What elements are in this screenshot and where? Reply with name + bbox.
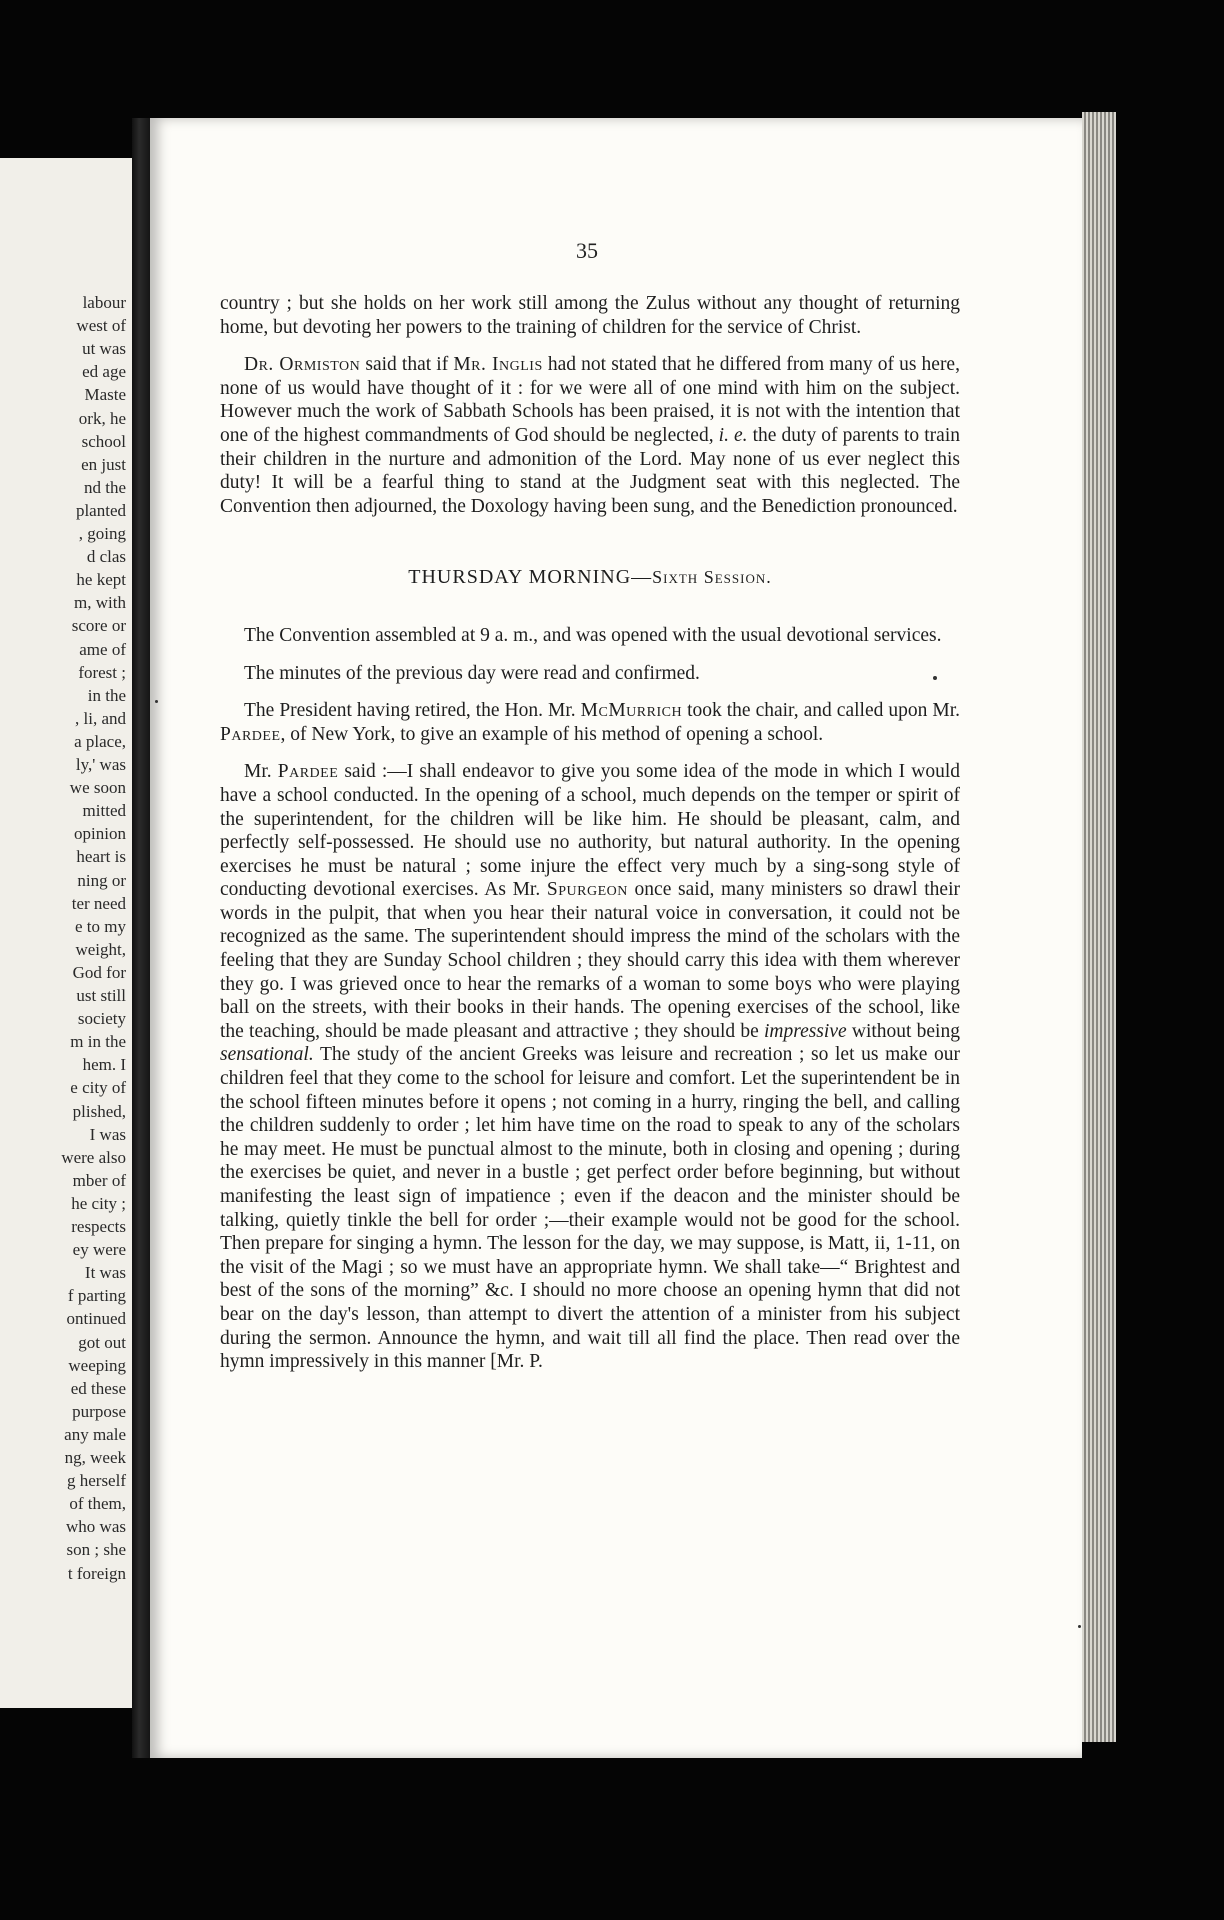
facing-page-line: e city of [70,1078,126,1098]
facing-page-line: opinion [74,824,126,844]
facing-page-line: son ; she [66,1540,126,1560]
facing-page-line: he city ; [71,1193,126,1213]
facing-page-line: score or [71,616,126,636]
text-span: said that if [360,354,454,376]
italic-word: sensational. [220,1044,314,1066]
facing-page-line: a place, [74,731,126,751]
facing-page-line: ork, he [78,408,126,428]
paragraph-assembled: The Convention assembled at 9 a. m., and was opened with the usual devotional services. [244,624,942,646]
facing-page-line: g herself [66,1471,126,1491]
facing-page-line: weeping [68,1355,126,1375]
text-span: The study of the ancient Greeks was leisure and recreation ; so let us make our children feel that they come to the school for leisure and comfort. Let the superintendent be in the school fifteen minutes before it opens ; not coming in a hurry, ringing the bell, and calling the children suddenly to order ; let him have time on the road to speak to any of the scholars he may meet. He must be punctual almost to the minute, both in closing and opening ; during the exercises be quiet, and never in a bustle ; get perfect order before beginning, but without manifesting the least sign of impatience ; even if the deacon and the minister should be talking, quietly tinkle the bell for order ;—their example would not be good for the school. Then prepare for singing a hymn. The lesson for the day, we may suppose, is Matt, ii, 1-11, on the visit of the Magi ; so we must have an appropriate hymn. We shall take—“ Brightest and best of the sons of the morning” &c. I should no more choose an opening hymn that did not bear on the day's lesson, than attempt to divert the attention of a minister from his subject during the sermon. Announce the hymn, and wait till all find the place. Then read over the hymn impressively in this manner [Mr. P. [220,1044,960,1373]
facing-page-line: ust still [76,986,126,1005]
person-name: Spurgeon [546,879,628,901]
facing-page-line: purpose [72,1401,126,1421]
paragraph-mcmurrich [220,699,960,746]
paragraph-ormiston [220,353,960,518]
facing-page-line: t foreign [67,1563,126,1583]
facing-page-line: Maste [84,385,126,405]
facing-page-line: nd the [83,477,126,497]
facing-page-line: e to my [75,916,126,936]
facing-page-line: plished, [72,1101,126,1121]
paragraph-pardee [220,760,960,1373]
italic-word: impressive [763,1020,847,1042]
facing-page-line: God for [72,962,126,982]
referenced-name: Mr. Inglis [453,354,543,376]
page-number: 35 [576,238,598,263]
page-body [220,292,960,1388]
facing-page-line: ontinued [66,1309,126,1329]
facing-page-line: ly,' was [75,755,126,774]
text-span: The President having retired, the Hon. Mr. [244,700,581,722]
session-heading [220,566,960,590]
facing-page-line: forest ; [78,662,126,682]
person-name: Pardee [220,723,281,745]
session-heading-sub: Sixth Session. [652,567,772,588]
facing-page-line: ut was [82,339,126,359]
facing-page-line: any male [64,1424,126,1444]
print-speckle [1078,1625,1081,1628]
facing-page-line: school [81,431,126,451]
facing-page-line: hem. I [82,1055,126,1075]
text-span: said :—I shall endeavor to give you some idea of the mode in which I would have a school conducted. In the opening of a school, much depends on the temper or spirit of the superintendent, for the children will be like him. He should be pleasant, calm, and perfectly self-possessed. He should use no authority, but natural authority. In the opening exercises he must be natural ; some injure the effect very much by a sing-song style of conducting devotional exercises. As Mr. [220,761,960,901]
text-span: the duty of parents to train their children in the nurture and admonition of the Lord. May none of us ever neglect this duty! It will be a fearful thing to stand at the Judgment seat with this neglected. The Convention then adjourned, the Doxology having been sung, and the Benediction pronounced. [220,424,960,517]
paragraph-minutes: The minutes of the previous day were read and confirmed. [244,662,700,684]
paragraph-continued: country ; but she holds on her work still among the Zulus without any thought of returning home, but devoting her powers to the training of children for the service of Christ. [220,293,960,338]
person-name: McMurrich [580,700,683,722]
facing-page-line: d clas [86,547,126,567]
facing-page-line: we soon [69,778,126,798]
facing-page-line: ed these [70,1378,126,1398]
facing-page-line: f parting [67,1286,126,1306]
facing-page-line: ng, week [64,1448,126,1467]
facing-page-line: ame of [79,639,126,659]
facing-page-line: m, with [74,593,126,613]
italic-abbrev: i. e. [718,424,748,446]
facing-page-line: mitted [82,801,126,821]
text-span: took the chair, and called upon Mr. [682,700,960,722]
facing-page-line: heart is [76,847,126,867]
text-span: , of New York, to give an example of his method of opening a school. [280,723,824,745]
facing-page-line: of them, [69,1494,126,1514]
facing-page-line: were also [61,1147,126,1167]
facing-page-line: labour [82,293,126,312]
facing-page-line: west of [76,316,126,336]
text-span: had not stated that he differed from many of us here, none of us would have thought of it : for we were all of one mind with him on the subject. However much the work of Sabbath Schools has been praised, it is not with the intention that one of the highest commandments of God should be neglected, [220,354,960,446]
text-span: without being [846,1020,960,1042]
person-name: Pardee [277,761,339,783]
facing-page-line: weight, [75,939,126,959]
facing-page-line: ey were [72,1240,126,1260]
facing-page-line: got out [78,1332,126,1352]
facing-page-line: mber of [72,1170,126,1190]
facing-page-line: who was [66,1517,126,1537]
facing-page-line: , going [78,524,126,543]
facing-page-line: m in the [70,1032,126,1052]
speaker-name: Dr. Ormiston [244,354,361,376]
facing-page-line: It was [84,1263,126,1283]
facing-page-line: I was [89,1124,126,1144]
print-speckle [155,700,158,703]
session-heading-main: THURSDAY MORNING— [408,566,653,589]
facing-page-line: ed age [82,362,126,382]
facing-page-line: in the [87,685,126,705]
facing-page-line: ning or [77,870,126,890]
facing-page-line: society [77,1009,126,1029]
facing-page-line: ter need [71,893,126,913]
text-span: once said, many ministers so drawl their words in the pulpit, that when you hear their natural voice in conversation, it could not be recognized as the same. The superintendent should impress the mind of the scholars with the feeling that they are Sunday School children ; they should carry this idea with them wherever they go. I was grieved once to hear the remarks of a woman to some boys who were playing ball on the streets, with their books in their hands. The opening exercises of the school, like the teaching, should be made pleasant and attractive ; they should be [220,879,960,1042]
text-span: Mr. [244,761,278,783]
facing-page-line: he kept [76,570,126,590]
facing-page-line: respects [71,1217,126,1236]
facing-page-fragment [0,158,132,1708]
facing-page-line: planted [75,500,126,520]
print-speckle [933,676,937,680]
facing-page-line: en just [81,454,126,474]
book-gutter [132,118,150,1758]
facing-page-line: , li, and [75,708,126,728]
page-edges [1082,112,1116,1742]
